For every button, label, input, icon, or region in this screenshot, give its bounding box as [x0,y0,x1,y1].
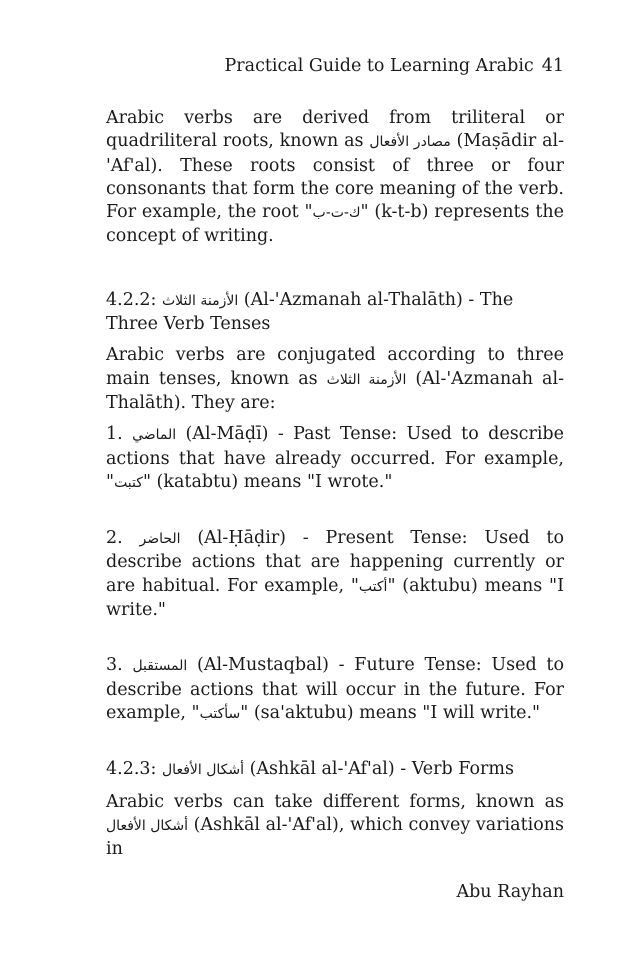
arabic-term: أشكال الأفعال [162,762,244,779]
paragraph-three-tenses [106,344,564,415]
running-header [225,54,565,78]
list-text: (Al-Mustaqbal) - Future Tense: Used to describe actions that will occur in the future. For example, " [106,655,564,723]
section-title: (Al-'Azmanah al-Thalāth) - The Three Verb Tenses [106,289,514,335]
section-number: 4.2.2: [106,289,162,310]
list-text: (Al-Māḍī) - Past Tense: Used to describe actions that have already occurred. For example, " [106,424,564,492]
author-name: Abu Rayhan [456,882,564,902]
paragraph-verb-roots [106,107,564,249]
list-number: 3. [106,655,133,676]
arabic-term: مصادر الأفعال [369,134,451,151]
arabic-term: المستقبل [132,658,188,675]
section-number: 4.2.3: [106,759,162,780]
paragraph-text: Arabic verbs are conjugated according to three main tenses, known as [106,345,564,389]
arabic-example: أكتب [358,578,388,595]
arabic-term: الماضي [132,427,177,444]
list-text: " (sa'aktubu) means "I will write." [240,702,541,723]
paragraph-text: Arabic verbs can take different forms, known as [106,791,564,812]
list-number: 1. [106,424,133,445]
section-title: (Ashkāl al-'Af'al) - Verb Forms [244,759,514,780]
list-item-present-tense [106,527,564,622]
list-item-future-tense [106,654,564,726]
arabic-term: ك-ت-ب [312,205,361,222]
book-page [106,0,564,957]
list-text: " (katabtu) means "I wrote." [142,471,393,492]
paragraph-text: (Al-'Azmanah al-Thalāth). They are: [106,368,564,413]
arabic-term: أشكال الأفعال [106,817,189,834]
section-heading-4-2-3 [106,758,564,782]
arabic-term: الأزمنة الثلاث [162,292,239,309]
paragraph-verb-forms [106,791,564,862]
paragraph-text: Arabic verbs are derived from triliteral or quadriliteral roots, known as [106,108,564,152]
arabic-example: سأكتب [199,705,241,722]
page-number: 41 [541,56,564,76]
page-footer [456,880,564,904]
page-content [106,107,564,861]
list-text: " (aktubu) means "I write." [106,575,564,621]
book-title: Practical Guide to Learning Arabic [224,56,534,76]
section-heading-4-2-2 [106,289,564,337]
list-number: 2. [106,528,140,549]
paragraph-text: (Maṣādir al-'Af'al). These roots consist of three or four consonants that form the core meaning of the verb. For example, the root " [106,131,565,223]
arabic-term: الحاضر [139,531,181,548]
paragraph-text: (Ashkāl al-'Af'al), which convey variations in [106,814,565,860]
paragraph-text: " (k-t-b) represents the concept of writing. [106,202,564,247]
arabic-example: كتبت [114,474,143,491]
list-item-past-tense [106,423,564,495]
list-text: (Al-Ḥāḍir) - Present Tense: Used to describe actions that are happening currently or are habitual. For example, " [106,528,564,596]
arabic-term: الأزمنة الثلاث [326,371,407,388]
